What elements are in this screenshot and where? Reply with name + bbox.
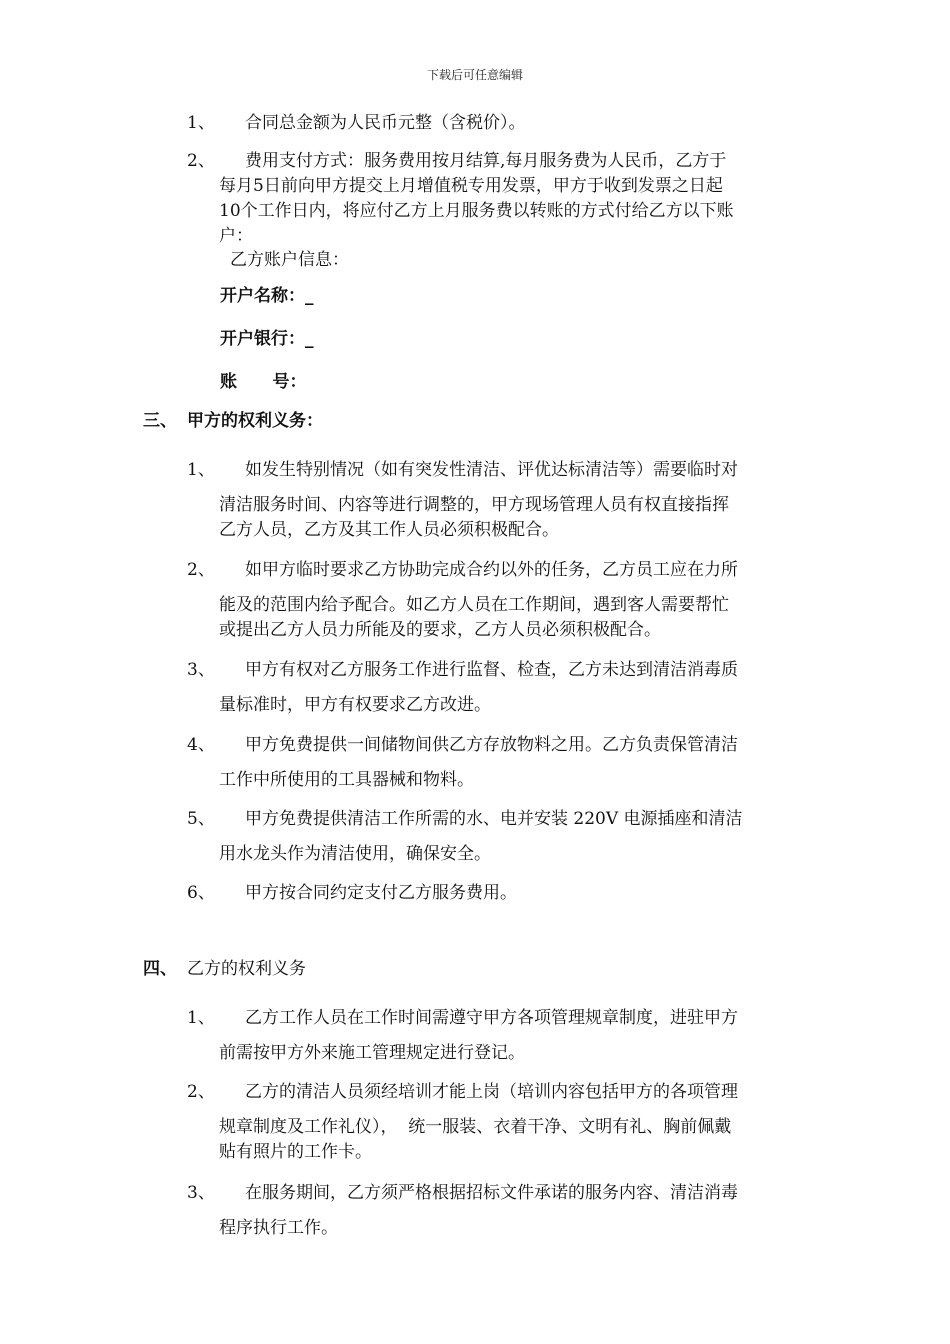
item-line: 规章制度及工作礼仪）， 统一服装、衣着干净、文明有礼、胸前佩戴 <box>219 1117 732 1137</box>
item-line: 如甲方临时要求乙方协助完成合约以外的任务，乙方员工应在力所 <box>245 560 738 580</box>
item-number: 2、 <box>187 1082 215 1102</box>
item-number: 3、 <box>187 1183 215 1203</box>
item-line: 户： <box>219 226 253 246</box>
item-line: 乙方的清洁人员须经培训才能上岗（培训内容包括甲方的各项管理 <box>245 1082 738 1102</box>
item-line: 量标准时，甲方有权要求乙方改进。 <box>219 695 491 715</box>
item-line: 用水龙头作为清洁使用，确保安全。 <box>219 844 491 864</box>
section-title: 甲方的权利义务： <box>187 411 323 431</box>
item-line: 贴有照片的工作卡。 <box>219 1142 372 1162</box>
item-line: 甲方免费提供一间储物间供乙方存放物料之用。乙方负责保管清洁 <box>245 735 738 755</box>
item-number: 1、 <box>187 113 215 133</box>
item-line: 合同总金额为人民币元整（含税价）。 <box>245 113 526 133</box>
item-line: 费用支付方式：服务费用按月结算,每月服务费为人民币，乙方于 <box>245 151 727 171</box>
item-number: 1、 <box>187 1008 215 1028</box>
section-number: 三、 <box>143 411 177 431</box>
section-number: 四、 <box>143 959 177 979</box>
page-header-note: 下载后可任意编辑 <box>426 68 523 82</box>
item-line: 程序执行工作。 <box>219 1218 338 1238</box>
item-number: 5、 <box>187 809 215 829</box>
item-line: 每月5日前向甲方提交上月增值税专用发票，甲方于收到发票之日起 <box>219 176 723 196</box>
account-name-field: 开户名称：_ <box>220 286 314 306</box>
item-line: 乙方人员，乙方及其工作人员必须积极配合。 <box>219 520 559 540</box>
item-number: 4、 <box>187 735 215 755</box>
item-line: 10个工作日内，将应付乙方上月服务费以转账的方式付给乙方以下账 <box>219 201 734 221</box>
item-line: 或提出乙方人员力所能及的要求，乙方人员必须积极配合。 <box>219 620 661 640</box>
item-number: 2、 <box>187 560 215 580</box>
item-number: 3、 <box>187 660 215 680</box>
section-4-heading <box>143 954 306 979</box>
item-line: 甲方按合同约定支付乙方服务费用。 <box>245 883 517 903</box>
item-number: 1、 <box>187 460 215 480</box>
item-line: 能及的范围内给予配合。如乙方人员在工作期间，遇到客人需要帮忙 <box>219 595 729 615</box>
item-line: 甲方免费提供清洁工作所需的水、电并安装 220V 电源插座和清洁 <box>245 809 743 829</box>
item-line: 乙方工作人员在工作时间需遵守甲方各项管理规章制度，进驻甲方 <box>245 1008 738 1028</box>
item-line: 清洁服务时间、内容等进行调整的，甲方现场管理人员有权直接指挥 <box>219 495 729 515</box>
account-number-field: 账 号： <box>220 372 307 392</box>
section-title: 乙方的权利义务 <box>187 959 306 979</box>
account-bank-field: 开户银行：_ <box>220 329 314 349</box>
item-number: 6、 <box>187 883 215 903</box>
item-number: 2、 <box>187 151 215 171</box>
item-line: 在服务期间，乙方须严格根据招标文件承诺的服务内容、清洁消毒 <box>245 1183 738 1203</box>
account-info-title: 乙方账户信息： <box>230 250 349 270</box>
item-line: 如发生特别情况（如有突发性清洁、评优达标清洁等）需要临时对 <box>245 460 738 480</box>
item-line: 前需按甲方外来施工管理规定进行登记。 <box>219 1043 525 1063</box>
item-line: 甲方有权对乙方服务工作进行监督、检查，乙方未达到清洁消毒质 <box>245 660 738 680</box>
item-line: 工作中所使用的工具器械和物料。 <box>219 770 474 790</box>
section-3-heading <box>143 406 323 431</box>
